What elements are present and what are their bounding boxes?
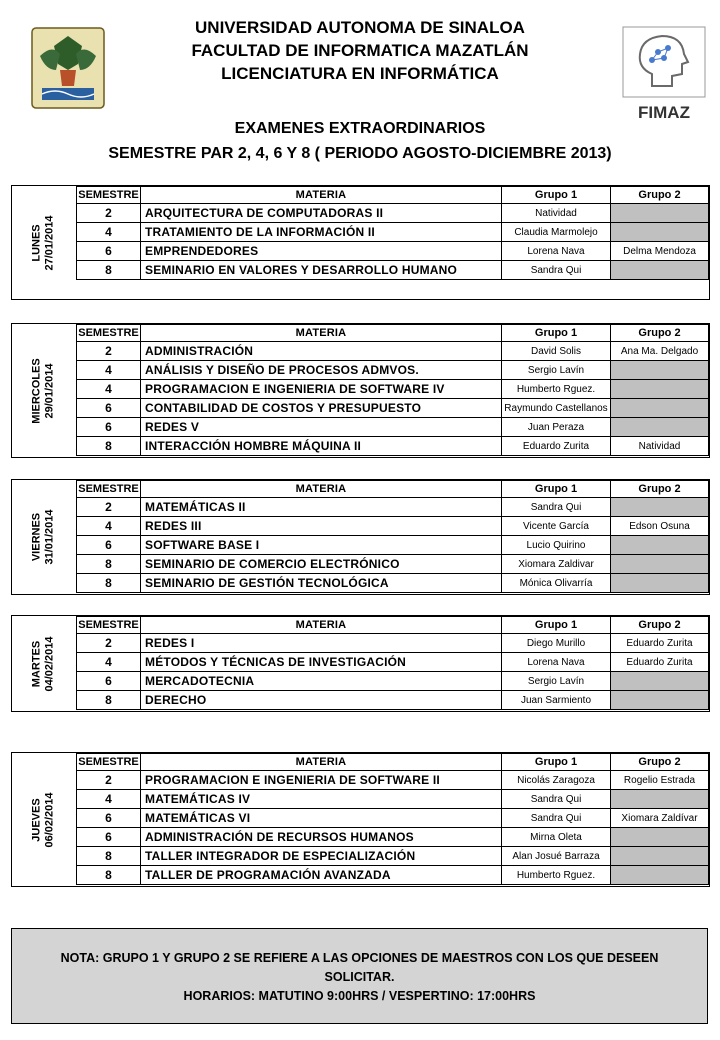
materia-cell: SEMINARIO DE GESTIÓN TECNOLÓGICA [141,574,502,593]
materia-cell: INTERACCIÓN HOMBRE MÁQUINA II [141,437,502,456]
table-row [77,634,709,653]
grupo2-cell: Xiomara Zaldívar [611,809,709,828]
table-row [77,691,709,710]
fimaz-label: FIMAZ [638,103,690,122]
semestre-cell: 6 [77,672,141,691]
table-row [77,771,709,790]
col-grupo1: Grupo 1 [502,187,611,204]
col-materia: MATERIA [141,187,502,204]
semestre-cell: 6 [77,242,141,261]
grupo2-cell: Natividad [611,437,709,456]
table-row [77,653,709,672]
materia-cell: SEMINARIO DE COMERCIO ELECTRÓNICO [141,555,502,574]
university-crest-logo [30,26,106,110]
table-row [77,399,709,418]
table-row [77,809,709,828]
day-date: 06/02/2014 [44,791,56,848]
grupo2-cell: Edson Osuna [611,517,709,536]
materia-cell: ADMINISTRACIÓN [141,342,502,361]
table-row [77,261,709,280]
grupo1-cell: Sergio Lavín [502,672,611,691]
day-name: JUEVES [31,797,43,842]
grupo2-cell [611,223,709,242]
grupo1-cell: David Solis [502,342,611,361]
grupo1-cell: Vicente García [502,517,611,536]
table-row [77,847,709,866]
table-row [77,418,709,437]
day-date-cell [12,616,76,711]
grupo2-cell [611,672,709,691]
materia-cell: REDES V [141,418,502,437]
table-row [77,866,709,885]
col-semestre: SEMESTRE [77,481,141,498]
grupo2-cell [611,536,709,555]
semestre-cell: 6 [77,399,141,418]
materia-cell: CONTABILIDAD DE COSTOS Y PRESUPUESTO [141,399,502,418]
day-date-cell [12,753,76,886]
day-name: MIERCOLES [31,357,43,424]
semestre-cell: 8 [77,866,141,885]
materia-cell: MATEMÁTICAS II [141,498,502,517]
university-header [0,16,720,85]
col-materia: MATERIA [141,754,502,771]
grupo2-cell: Eduardo Zurita [611,653,709,672]
day-date: 29/01/2014 [44,362,56,419]
semestre-cell: 8 [77,691,141,710]
materia-cell: MATEMÁTICAS VI [141,809,502,828]
grupo2-cell [611,555,709,574]
grupo2-cell [611,847,709,866]
table-row [77,223,709,242]
table-header-row [77,617,709,634]
grupo2-cell [611,418,709,437]
materia-cell: EMPRENDEDORES [141,242,502,261]
materia-cell: MERCADOTECNIA [141,672,502,691]
semestre-cell: 4 [77,653,141,672]
semestre-cell: 4 [77,361,141,380]
head-icon [622,26,706,98]
grupo2-cell [611,498,709,517]
schedule-table [76,186,709,280]
semestre-cell: 2 [77,634,141,653]
day-date-cell [12,186,76,299]
table-row [77,498,709,517]
materia-cell: ARQUITECTURA DE COMPUTADORAS II [141,204,502,223]
grupo1-cell: Nicolás Zaragoza [502,771,611,790]
grupo1-cell: Xiomara Zaldivar [502,555,611,574]
table-row [77,342,709,361]
materia-cell: SOFTWARE BASE I [141,536,502,555]
grupo1-cell: Sandra Qui [502,790,611,809]
grupo1-cell: Humberto Rguez. [502,866,611,885]
semestre-cell: 4 [77,517,141,536]
col-semestre: SEMESTRE [77,325,141,342]
col-grupo1: Grupo 1 [502,481,611,498]
semestre-cell: 4 [77,380,141,399]
grupo1-cell: Lorena Nava [502,653,611,672]
grupo2-cell [611,261,709,280]
semestre-cell: 6 [77,418,141,437]
table-row [77,828,709,847]
grupo2-cell: Delma Mendoza [611,242,709,261]
university-name: UNIVERSIDAD AUTONOMA DE SINALOA [195,18,525,37]
semestre-cell: 8 [77,574,141,593]
grupo1-cell: Humberto Rguez. [502,380,611,399]
grupo1-cell: Eduardo Zurita [502,437,611,456]
col-materia: MATERIA [141,481,502,498]
table-row [77,437,709,456]
grupo1-cell: Sergio Lavín [502,361,611,380]
materia-cell: DERECHO [141,691,502,710]
note-groups: NOTA: GRUPO 1 Y GRUPO 2 SE REFIERE A LAS OPCIONES DE MAESTROS CON LOS QUE DESEEN SOLICITAR. [60,951,659,984]
grupo2-cell: Eduardo Zurita [611,634,709,653]
semestre-cell: 4 [77,790,141,809]
table-row [77,361,709,380]
grupo2-cell: Ana Ma. Delgado [611,342,709,361]
semestre-cell: 6 [77,536,141,555]
day-date: 31/01/2014 [44,509,56,565]
note-hours: HORARIOS: MATUTINO 9:00HRS / VESPERTINO: 17:00HRS [183,989,536,1003]
semestre-cell: 6 [77,809,141,828]
col-grupo2: Grupo 2 [611,754,709,771]
materia-cell: TALLER INTEGRADOR DE ESPECIALIZACIÓN [141,847,502,866]
grupo1-cell: Sandra Qui [502,498,611,517]
col-grupo2: Grupo 2 [611,325,709,342]
materia-cell: PROGRAMACION E INGENIERIA DE SOFTWARE IV [141,380,502,399]
day-name: VIERNES [31,512,43,562]
grupo2-cell [611,691,709,710]
schedule-table [76,616,709,710]
grupo2-cell: Rogelio Estrada [611,771,709,790]
col-grupo2: Grupo 2 [611,187,709,204]
title-line-1: EXAMENES EXTRAORDINARIOS [234,120,486,137]
semestre-cell: 2 [77,771,141,790]
materia-cell: TALLER DE PROGRAMACIÓN AVANZADA [141,866,502,885]
grupo1-cell: Alan Josué Barraza [502,847,611,866]
table-row [77,536,709,555]
materia-cell: MATEMÁTICAS IV [141,790,502,809]
grupo2-cell [611,361,709,380]
col-grupo1: Grupo 1 [502,325,611,342]
col-materia: MATERIA [141,617,502,634]
semestre-cell: 6 [77,828,141,847]
table-header-row [77,754,709,771]
faculty-name: FACULTAD DE INFORMATICA MAZATLÁN [191,41,529,60]
table-header-row [77,325,709,342]
materia-cell: MÉTODOS Y TÉCNICAS DE INVESTIGACIÓN [141,653,502,672]
table-header-row [77,187,709,204]
table-row [77,204,709,223]
grupo1-cell: Natividad [502,204,611,223]
title-line-2: SEMESTRE PAR 2, 4, 6 Y 8 ( PERIODO AGOSTO-DICIEMBRE 2013) [108,145,612,162]
semestre-cell: 2 [77,498,141,517]
grupo2-cell [611,828,709,847]
col-grupo1: Grupo 1 [502,617,611,634]
grupo2-cell [611,399,709,418]
day-block-lunes [11,185,710,300]
day-block-miercoles [11,323,710,458]
table-row [77,672,709,691]
table-row [77,242,709,261]
day-date-cell [12,324,76,457]
grupo1-cell: Sandra Qui [502,261,611,280]
grupo1-cell: Mónica Olivarría [502,574,611,593]
day-name: MARTES [31,640,43,687]
col-semestre: SEMESTRE [77,187,141,204]
program-name: LICENCIATURA EN INFORMÁTICA [221,64,499,83]
fimaz-logo [622,26,706,122]
grupo1-cell: Juan Sarmiento [502,691,611,710]
semestre-cell: 2 [77,204,141,223]
semestre-cell: 8 [77,555,141,574]
col-grupo2: Grupo 2 [611,617,709,634]
materia-cell: TRATAMIENTO DE LA INFORMACIÓN II [141,223,502,242]
day-date: 27/01/2014 [44,214,56,271]
semestre-cell: 8 [77,847,141,866]
materia-cell: ANÁLISIS Y DISEÑO DE PROCESOS ADMVOS. [141,361,502,380]
day-date: 04/02/2014 [44,635,56,692]
semestre-cell: 2 [77,342,141,361]
grupo1-cell: Diego Murillo [502,634,611,653]
grupo1-cell: Sandra Qui [502,809,611,828]
day-date-cell [12,480,76,594]
semestre-cell: 4 [77,223,141,242]
table-row [77,380,709,399]
table-row [77,517,709,536]
day-block-martes [11,615,710,712]
day-block-viernes [11,479,710,595]
grupo1-cell: Raymundo Castellanos [502,399,611,418]
note-box [11,928,708,1024]
grupo1-cell: Claudia Marmolejo [502,223,611,242]
materia-cell: REDES III [141,517,502,536]
grupo2-cell [611,204,709,223]
materia-cell: PROGRAMACION E INGENIERIA DE SOFTWARE II [141,771,502,790]
table-row [77,555,709,574]
grupo1-cell: Lucio Quirino [502,536,611,555]
materia-cell: REDES I [141,634,502,653]
table-header-row [77,481,709,498]
materia-cell: ADMINISTRACIÓN DE RECURSOS HUMANOS [141,828,502,847]
grupo2-cell [611,790,709,809]
table-row [77,574,709,593]
col-semestre: SEMESTRE [77,617,141,634]
schedule-table [76,480,709,593]
materia-cell: SEMINARIO EN VALORES Y DESARROLLO HUMANO [141,261,502,280]
grupo1-cell: Mirna Oleta [502,828,611,847]
grupo1-cell: Juan Peraza [502,418,611,437]
schedule-table [76,324,709,456]
grupo1-cell: Lorena Nava [502,242,611,261]
day-block-jueves [11,752,710,887]
semestre-cell: 8 [77,261,141,280]
table-row [77,790,709,809]
col-grupo2: Grupo 2 [611,481,709,498]
grupo2-cell [611,866,709,885]
col-semestre: SEMESTRE [77,754,141,771]
day-name: LUNES [31,223,43,262]
schedule-table [76,753,709,885]
col-materia: MATERIA [141,325,502,342]
grupo2-cell [611,574,709,593]
grupo2-cell [611,380,709,399]
document-title [0,116,720,166]
semestre-cell: 8 [77,437,141,456]
col-grupo1: Grupo 1 [502,754,611,771]
